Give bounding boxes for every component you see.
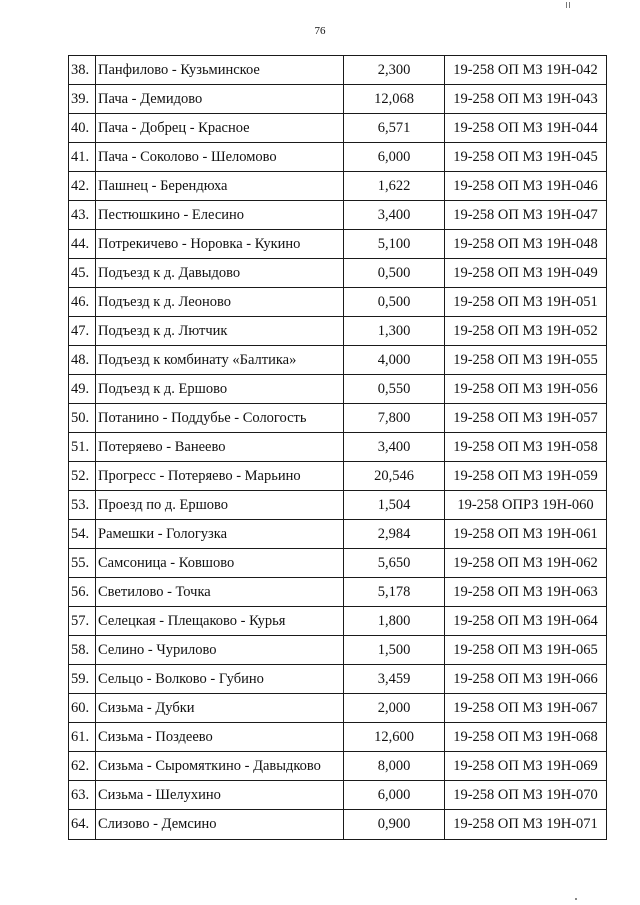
row-number-cell: 62. xyxy=(69,752,96,781)
road-name-cell: Слизово - Демсино xyxy=(96,810,344,840)
road-length-cell: 0,550 xyxy=(344,375,445,404)
road-length-cell: 2,000 xyxy=(344,694,445,723)
road-name-cell: Подъезд к д. Лютчик xyxy=(96,317,344,346)
road-name-cell: Проезд по д. Ершово xyxy=(96,491,344,520)
road-length-cell: 5,650 xyxy=(344,549,445,578)
road-length-cell: 0,900 xyxy=(344,810,445,840)
row-number-cell: 45. xyxy=(69,259,96,288)
road-length-cell: 0,500 xyxy=(344,259,445,288)
road-id-code-cell: 19-258 ОП МЗ 19Н-049 xyxy=(445,259,607,288)
row-number-cell: 58. xyxy=(69,636,96,665)
road-name-cell: Пача - Соколово - Шеломово xyxy=(96,143,344,172)
road-length-cell: 20,546 xyxy=(344,462,445,491)
row-number-cell: 41. xyxy=(69,143,96,172)
road-id-code-cell: 19-258 ОП МЗ 19Н-059 xyxy=(445,462,607,491)
road-name-cell: Сизьма - Дубки xyxy=(96,694,344,723)
table-row xyxy=(69,404,607,433)
row-number-cell: 53. xyxy=(69,491,96,520)
road-id-code-cell: 19-258 ОП МЗ 19Н-042 xyxy=(445,56,607,85)
road-id-code-cell: 19-258 ОП МЗ 19Н-065 xyxy=(445,636,607,665)
road-length-cell: 7,800 xyxy=(344,404,445,433)
table-row xyxy=(69,85,607,114)
road-length-cell: 6,571 xyxy=(344,114,445,143)
road-name-cell: Панфилово - Кузьминское xyxy=(96,56,344,85)
road-id-code-cell: 19-258 ОП МЗ 19Н-056 xyxy=(445,375,607,404)
table-row xyxy=(69,665,607,694)
road-id-code-cell: 19-258 ОП МЗ 19Н-070 xyxy=(445,781,607,810)
row-number-cell: 40. xyxy=(69,114,96,143)
table-row xyxy=(69,230,607,259)
road-id-code-cell: 19-258 ОП МЗ 19Н-068 xyxy=(445,723,607,752)
row-number-cell: 50. xyxy=(69,404,96,433)
roads-table xyxy=(68,55,607,840)
roads-table-body xyxy=(69,56,607,840)
road-length-cell: 5,178 xyxy=(344,578,445,607)
road-length-cell: 1,500 xyxy=(344,636,445,665)
row-number-cell: 42. xyxy=(69,172,96,201)
road-length-cell: 8,000 xyxy=(344,752,445,781)
road-name-cell: Пашнец - Берендюха xyxy=(96,172,344,201)
scan-corner-mark xyxy=(566,2,570,8)
table-row xyxy=(69,607,607,636)
road-length-cell: 1,622 xyxy=(344,172,445,201)
table-row xyxy=(69,56,607,85)
row-number-cell: 59. xyxy=(69,665,96,694)
road-id-code-cell: 19-258 ОП МЗ 19Н-062 xyxy=(445,549,607,578)
row-number-cell: 49. xyxy=(69,375,96,404)
road-length-cell: 2,300 xyxy=(344,56,445,85)
row-number-cell: 61. xyxy=(69,723,96,752)
row-number-cell: 54. xyxy=(69,520,96,549)
table-row xyxy=(69,259,607,288)
road-length-cell: 5,100 xyxy=(344,230,445,259)
row-number-cell: 48. xyxy=(69,346,96,375)
table-row xyxy=(69,317,607,346)
road-id-code-cell: 19-258 ОП МЗ 19Н-063 xyxy=(445,578,607,607)
table-row xyxy=(69,346,607,375)
row-number-cell: 51. xyxy=(69,433,96,462)
row-number-cell: 57. xyxy=(69,607,96,636)
table-row xyxy=(69,723,607,752)
row-number-cell: 39. xyxy=(69,85,96,114)
road-id-code-cell: 19-258 ОП МЗ 19Н-052 xyxy=(445,317,607,346)
row-number-cell: 55. xyxy=(69,549,96,578)
road-length-cell: 6,000 xyxy=(344,781,445,810)
road-length-cell: 4,000 xyxy=(344,346,445,375)
road-name-cell: Потрекичево - Норовка - Кукино xyxy=(96,230,344,259)
road-id-code-cell: 19-258 ОП МЗ 19Н-071 xyxy=(445,810,607,840)
road-length-cell: 6,000 xyxy=(344,143,445,172)
table-row xyxy=(69,520,607,549)
row-number-cell: 63. xyxy=(69,781,96,810)
table-row xyxy=(69,172,607,201)
table-row xyxy=(69,491,607,520)
road-id-code-cell: 19-258 ОП МЗ 19Н-067 xyxy=(445,694,607,723)
table-row xyxy=(69,201,607,230)
road-name-cell: Светилово - Точка xyxy=(96,578,344,607)
road-id-code-cell: 19-258 ОП МЗ 19Н-058 xyxy=(445,433,607,462)
road-name-cell: Рамешки - Гологузка xyxy=(96,520,344,549)
road-id-code-cell: 19-258 ОП МЗ 19Н-043 xyxy=(445,85,607,114)
table-row xyxy=(69,810,607,840)
table-row xyxy=(69,143,607,172)
row-number-cell: 43. xyxy=(69,201,96,230)
road-length-cell: 12,600 xyxy=(344,723,445,752)
table-row xyxy=(69,694,607,723)
row-number-cell: 44. xyxy=(69,230,96,259)
table-row xyxy=(69,781,607,810)
road-id-code-cell: 19-258 ОП МЗ 19Н-061 xyxy=(445,520,607,549)
road-id-code-cell: 19-258 ОП МЗ 19Н-055 xyxy=(445,346,607,375)
road-length-cell: 2,984 xyxy=(344,520,445,549)
road-name-cell: Сизьма - Поздеево xyxy=(96,723,344,752)
road-name-cell: Прогресс - Потеряево - Марьино xyxy=(96,462,344,491)
row-number-cell: 60. xyxy=(69,694,96,723)
road-length-cell: 3,459 xyxy=(344,665,445,694)
road-name-cell: Селино - Чурилово xyxy=(96,636,344,665)
road-id-code-cell: 19-258 ОП МЗ 19Н-069 xyxy=(445,752,607,781)
road-id-code-cell: 19-258 ОП МЗ 19Н-066 xyxy=(445,665,607,694)
table-row xyxy=(69,114,607,143)
road-id-code-cell: 19-258 ОП МЗ 19Н-057 xyxy=(445,404,607,433)
road-name-cell: Пача - Демидово xyxy=(96,85,344,114)
road-length-cell: 3,400 xyxy=(344,201,445,230)
road-name-cell: Сизьма - Сыромяткино - Давыдково xyxy=(96,752,344,781)
road-length-cell: 3,400 xyxy=(344,433,445,462)
road-name-cell: Сельцо - Волково - Губино xyxy=(96,665,344,694)
table-row xyxy=(69,433,607,462)
road-name-cell: Сизьма - Шелухино xyxy=(96,781,344,810)
road-length-cell: 1,504 xyxy=(344,491,445,520)
road-name-cell: Самсоница - Ковшово xyxy=(96,549,344,578)
table-row xyxy=(69,752,607,781)
road-length-cell: 1,300 xyxy=(344,317,445,346)
row-number-cell: 46. xyxy=(69,288,96,317)
road-id-code-cell: 19-258 ОП МЗ 19Н-051 xyxy=(445,288,607,317)
road-id-code-cell: 19-258 ОП МЗ 19Н-064 xyxy=(445,607,607,636)
row-number-cell: 56. xyxy=(69,578,96,607)
table-row xyxy=(69,288,607,317)
row-number-cell: 52. xyxy=(69,462,96,491)
road-id-code-cell: 19-258 ОПРЗ 19Н-060 xyxy=(445,491,607,520)
road-name-cell: Потеряево - Ванеево xyxy=(96,433,344,462)
row-number-cell: 64. xyxy=(69,810,96,840)
road-length-cell: 12,068 xyxy=(344,85,445,114)
road-length-cell: 1,800 xyxy=(344,607,445,636)
road-name-cell: Подъезд к д. Давыдово xyxy=(96,259,344,288)
row-number-cell: 47. xyxy=(69,317,96,346)
scan-speck xyxy=(575,898,577,900)
road-id-code-cell: 19-258 ОП МЗ 19Н-045 xyxy=(445,143,607,172)
road-name-cell: Подъезд к комбинату «Балтика» xyxy=(96,346,344,375)
table-row xyxy=(69,375,607,404)
road-name-cell: Подъезд к д. Леоново xyxy=(96,288,344,317)
road-name-cell: Подъезд к д. Ершово xyxy=(96,375,344,404)
table-row xyxy=(69,549,607,578)
road-id-code-cell: 19-258 ОП МЗ 19Н-047 xyxy=(445,201,607,230)
road-length-cell: 0,500 xyxy=(344,288,445,317)
row-number-cell: 38. xyxy=(69,56,96,85)
road-id-code-cell: 19-258 ОП МЗ 19Н-046 xyxy=(445,172,607,201)
road-name-cell: Селецкая - Плещаково - Курья xyxy=(96,607,344,636)
road-name-cell: Пача - Добрец - Красное xyxy=(96,114,344,143)
table-row xyxy=(69,636,607,665)
road-id-code-cell: 19-258 ОП МЗ 19Н-044 xyxy=(445,114,607,143)
table-row xyxy=(69,578,607,607)
road-name-cell: Потанино - Поддубье - Сологость xyxy=(96,404,344,433)
table-row xyxy=(69,462,607,491)
road-id-code-cell: 19-258 ОП МЗ 19Н-048 xyxy=(445,230,607,259)
road-name-cell: Пестюшкино - Елесино xyxy=(96,201,344,230)
page-number: 76 xyxy=(314,25,326,37)
